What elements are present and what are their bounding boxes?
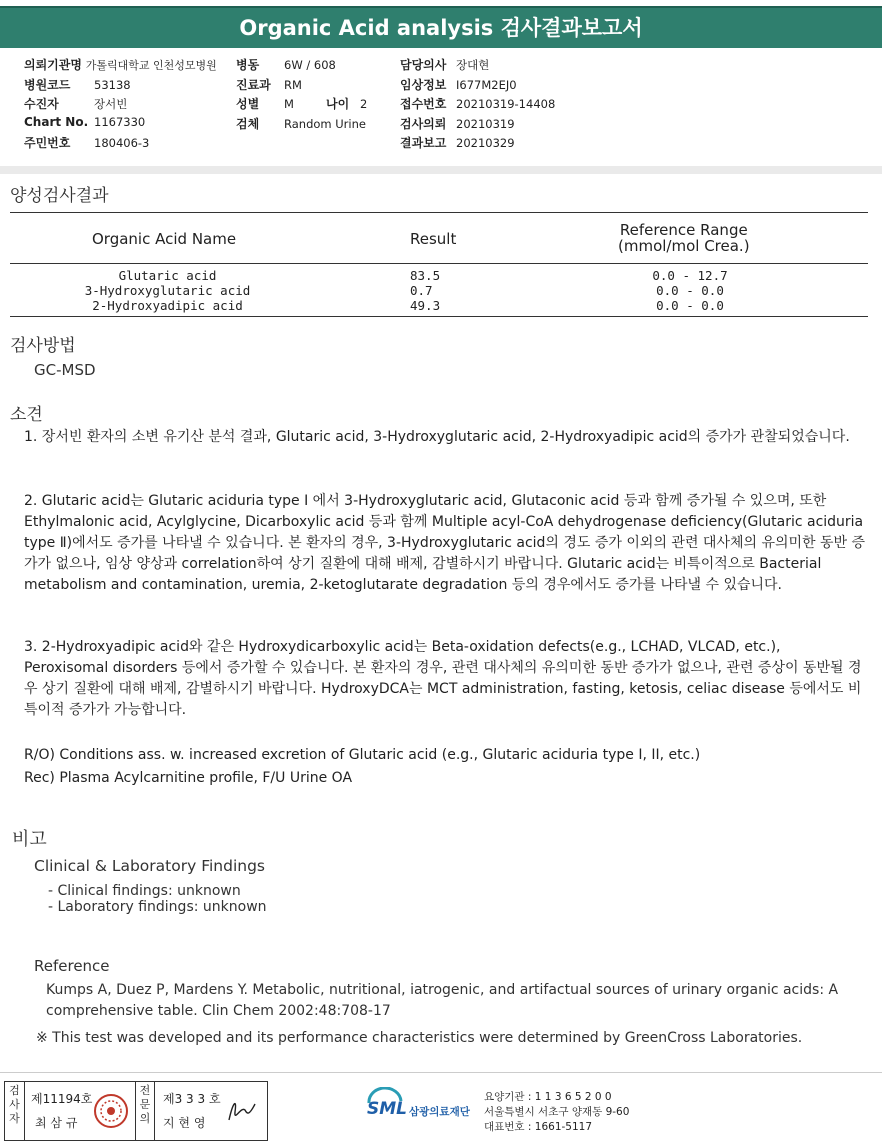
info-age	[326, 95, 367, 112]
examiner-name: 최 삼 규	[35, 1116, 78, 1130]
info-value: 20210319	[456, 117, 515, 131]
reference-title: Reference	[34, 957, 110, 975]
info-receipt-no	[400, 95, 555, 112]
table-row	[10, 298, 868, 316]
info-value: 180406-3	[94, 136, 150, 150]
institution-code: 요양기관 : 1 1 3 6 5 2 0 0	[484, 1091, 612, 1103]
reference-text: Kumps A, Duez P, Mardens Y. Metabolic, nutritional, iatrogenic, and artifactual sources of urinary organic acids: A comprehensive table. Clin Chem 2002:48:708-17	[46, 982, 839, 1019]
notes-title: 비고	[12, 829, 47, 850]
info-patient	[24, 95, 127, 112]
sml-logo-text: SML	[367, 1099, 407, 1119]
institution-phone: 대표번호 : 1661-5117	[484, 1121, 593, 1133]
info-report-date	[400, 134, 515, 151]
finding-paragraph-1: 1. 장서빈 환자의 소변 유기산 분석 결과, Glutaric acid, 3-Hydroxyglutaric acid, 2-Hydroxyadipic acid의 증가가 관찰되었습니다.	[24, 429, 850, 445]
positive-results-title: 양성검사결과	[10, 186, 109, 206]
finding-paragraph-2: 2. Glutaric acid는 Glutaric aciduria type I 에서 3-Hydroxyglutaric acid, Glutaconic acid 등과 함께 증가될 수 있으며, 또한 Ethylmalonic acid, Acylglycine, Dicarboxylic acid 등과 함께 Multiple acyl-CoA dehydrogenase deficiency(Glutaric aciduria type Ⅱ)에서도 증가를 나타낼 수 있습니다. 본 환자의 경우, 3-Hydroxyglutaric acid의 경도 증가 이외의 관련 대사체의 유의미한 동반 증가가 없으나, 임상 양상과 correlation하여 상기 질환에 대해 배제, 감별하시기 바랍니다. Glutaric acid는 비특이적으로 Bacterial metabolism and contamination, uremia, 2-ketoglutarate degradation 등의 경우에서도 증가를 나타낼 수 있습니다.	[24, 493, 866, 593]
patient-info	[0, 46, 882, 167]
findings-title: 소견	[10, 405, 43, 425]
acid-name: 2-Hydroxyadipic acid	[92, 298, 243, 313]
institution-address: 서울특별시 서초구 양재동 9-60	[484, 1106, 630, 1118]
method-value: GC-MSD	[34, 361, 96, 379]
info-label: 검체	[236, 117, 260, 131]
acid-result: 49.3	[410, 298, 441, 313]
info-label: 의뢰기관명	[24, 58, 82, 72]
specialist-name: 지 현 영	[163, 1116, 206, 1130]
specialist-license: 제3 3 3 호	[163, 1092, 221, 1106]
acid-result: 0.7	[410, 283, 433, 298]
info-doctor	[400, 56, 489, 73]
info-department	[236, 76, 302, 93]
clinical-findings-item: - Clinical findings: unknown	[48, 883, 241, 899]
info-chart-no	[24, 115, 145, 129]
acid-reference: 0.0 - 0.0	[656, 283, 724, 298]
info-ward	[236, 56, 336, 73]
recommendation-text: Rec) Plasma Acylcarnitine profile, F/U Urine OA	[24, 770, 353, 786]
report-footer	[0, 1072, 882, 1146]
info-value: 2	[360, 97, 368, 111]
results-table	[10, 212, 868, 317]
info-label: 진료과	[236, 78, 271, 92]
table-row	[10, 268, 868, 283]
info-specimen	[236, 115, 366, 132]
examiner-label-text: 검 사 자	[9, 1084, 20, 1125]
col-name-header: Organic Acid Name	[92, 230, 237, 248]
info-value: I677M2EJ0	[456, 78, 517, 92]
info-value: 1167330	[94, 115, 146, 129]
specialist-label	[135, 1082, 155, 1140]
acid-reference: 0.0 - 0.0	[656, 298, 724, 313]
clinical-findings-title: Clinical & Laboratory Findings	[34, 857, 265, 875]
info-label: Chart No.	[24, 115, 89, 129]
sml-logo	[365, 1087, 485, 1127]
report-title: Organic Acid analysis 검사결과보고서	[0, 6, 882, 48]
info-label: 수진자	[24, 97, 59, 111]
info-label: 병동	[236, 58, 260, 72]
info-value: 장서빈	[94, 97, 128, 111]
info-label: 성별	[236, 97, 260, 111]
laboratory-findings-item: - Laboratory findings: unknown	[48, 899, 267, 915]
info-value: 20210319-14408	[456, 97, 556, 111]
info-value: 53138	[94, 78, 131, 92]
sml-logo-subtitle: 삼광의료재단	[409, 1106, 470, 1118]
info-resident-no	[24, 134, 149, 151]
info-request-date	[400, 115, 515, 132]
info-label: 접수번호	[400, 97, 447, 111]
signature-box	[4, 1081, 268, 1141]
info-label: 임상정보	[400, 78, 447, 92]
reference-header-line2: (mmol/mol Crea.)	[618, 237, 750, 255]
info-institution	[24, 56, 217, 73]
info-value: 20210329	[456, 136, 515, 150]
reference-header-line1: Reference Range	[619, 221, 748, 239]
info-label: 나이	[326, 97, 350, 111]
results-header	[10, 213, 868, 264]
acid-name: 3-Hydroxyglutaric acid	[84, 283, 251, 298]
info-label: 결과보고	[400, 136, 447, 150]
info-value: M	[284, 97, 294, 111]
signature-icon	[223, 1094, 259, 1128]
info-sex	[236, 95, 294, 112]
info-label: 주민번호	[24, 136, 71, 150]
rule-out-text: R/O) Conditions ass. w. increased excretion of Glutaric acid (e.g., Glutaric aciduria type I, II, etc.)	[24, 747, 701, 763]
acid-result: 83.5	[410, 268, 441, 283]
info-value: RM	[284, 78, 302, 92]
info-label: 검사의뢰	[400, 117, 447, 131]
finding-paragraph-3: 3. 2-Hydroxyadipic acid와 같은 Hydroxydicarboxylic acid는 Beta-oxidation defects(e.g., LCHAD, VLCAD, etc.), Peroxisomal disorders 등에서 증가할 수 있습니다. 본 환자의 경우, 관련 대사체의 유의미한 동반 증가가 없으나, 관련 증상이 동반될 경우 상기 질환에 대해 배제, 감별하시기 바랍니다. HydroxyDCA는 MCT administration, fasting, ketosis, celiac disease 등에서도 비특이적 증가가 가능합니다.	[24, 639, 862, 718]
info-label: 담당의사	[400, 58, 447, 72]
specialist-label-text: 전 문 의	[139, 1084, 151, 1125]
acid-reference: 0.0 - 12.7	[652, 268, 728, 283]
divider-band	[0, 166, 882, 174]
info-clinical-info	[400, 76, 517, 93]
info-value: 장대현	[456, 58, 490, 72]
disclaimer-text: ※ This test was developed and its performance characteristics were determined by GreenCross Laboratories.	[36, 1030, 803, 1046]
acid-name: Glutaric acid	[118, 268, 217, 283]
examiner-license: 제11194호	[31, 1092, 93, 1106]
seal-icon	[93, 1092, 129, 1130]
info-value: 가톨릭대학교 인천성모병원	[85, 59, 217, 72]
info-label: 병원코드	[24, 78, 71, 92]
col-result-header: Result	[410, 230, 457, 248]
examiner-label	[5, 1082, 25, 1140]
info-hospital-code	[24, 76, 131, 93]
info-value: 6W / 608	[284, 58, 336, 72]
info-value: Random Urine	[284, 117, 366, 131]
col-reference-header	[618, 222, 750, 254]
table-row	[10, 283, 868, 298]
method-title: 검사방법	[10, 336, 76, 356]
